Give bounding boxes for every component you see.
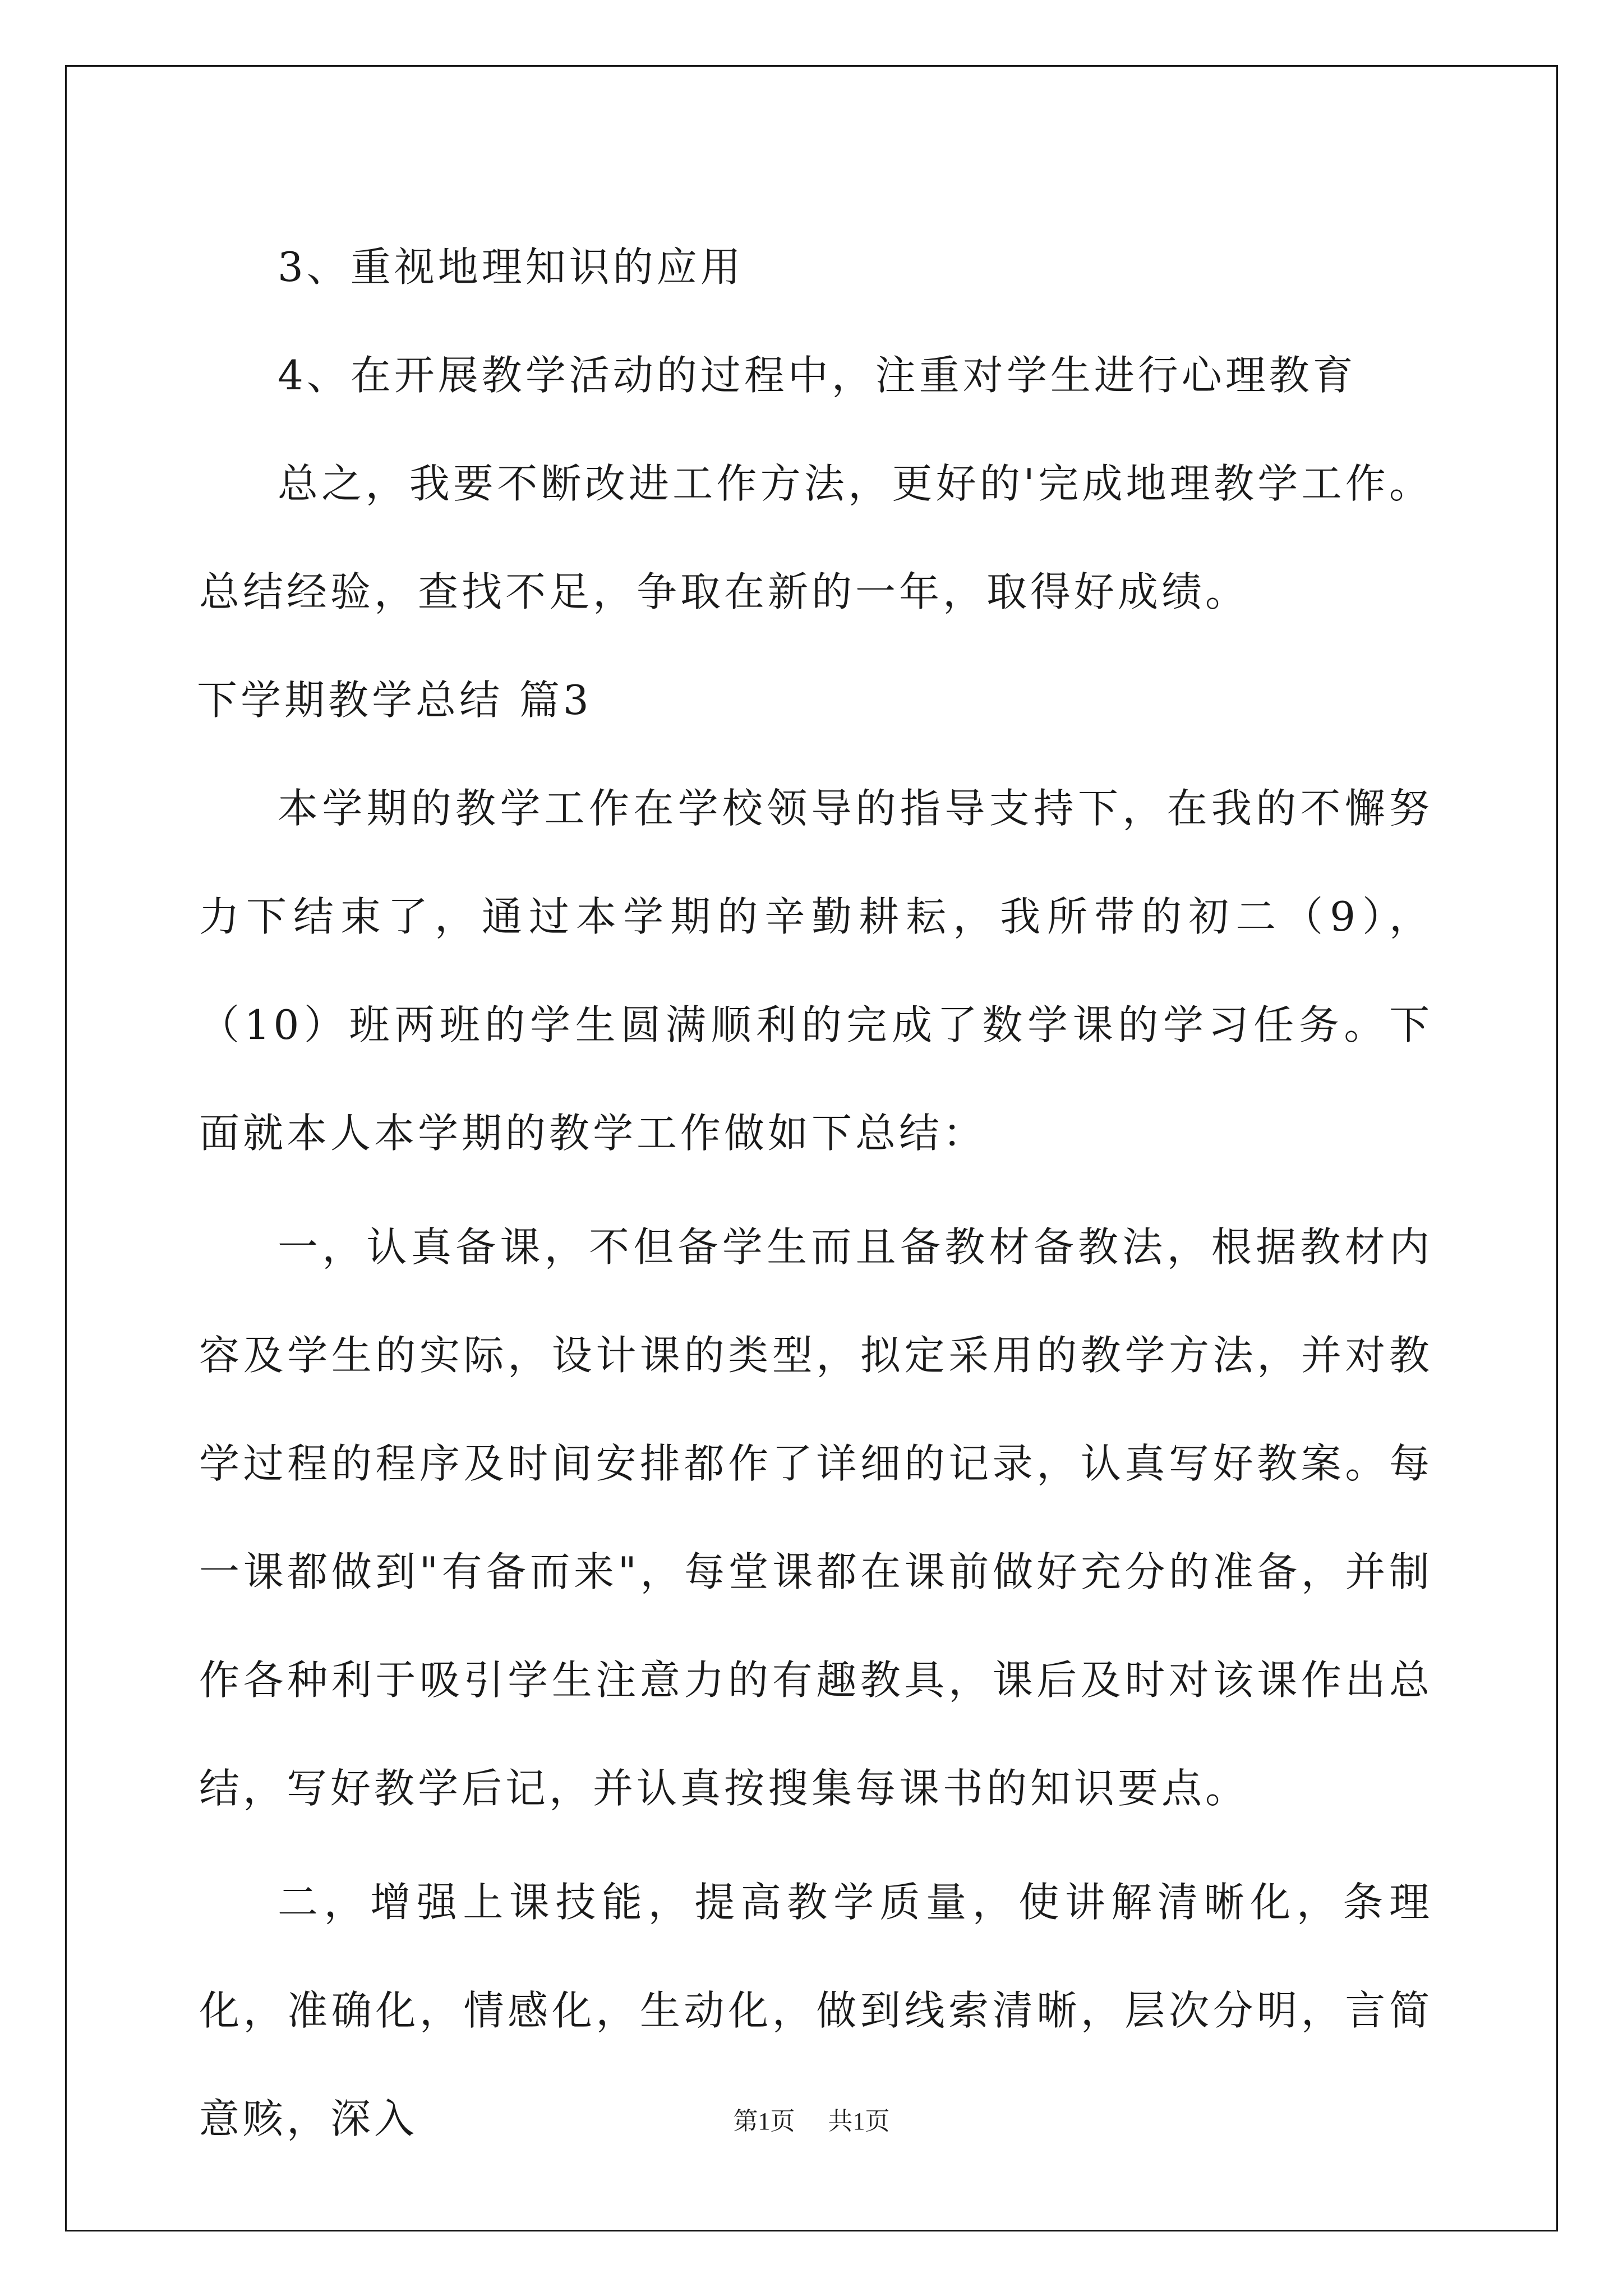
page-number: 第1页 — [733, 2108, 795, 2135]
section-heading: 下学期教学总结 篇3 — [197, 677, 592, 724]
paragraph-item-3: 3、重视地理知识的应用 — [278, 243, 744, 291]
paragraph-intro: 本学期的教学工作在学校领导的指导支持下，在我的不懈努力下结束了，通过本学期的辛勤耕耘，我所带的初二（9），（10）班两班的学生圆满顺利的完成了数学课的学习任务。下面就本人本学期的教学工作做如下总结： — [199, 785, 1433, 1157]
page-footer — [0, 2101, 1623, 2137]
document-body — [199, 213, 1433, 2173]
paragraph-item-4: 4、在开展教学活动的过程中，注重对学生进行心理教育 — [278, 352, 1357, 399]
page-total: 共1页 — [828, 2108, 890, 2135]
paragraph-point-2: 二，增强上课技能，提高教学质量，使讲解清晰化，条理化，准确化，情感化，生动化，做到线索清晰，层次分明，言简意赅，深入 — [199, 1879, 1433, 2142]
paragraph-point-1: 一，认真备课，不但备学生而且备教材备教法，根据教材内容及学生的实际，设计课的类型，拟定采用的教学方法，并对教学过程的程序及时间安排都作了详细的记录，认真写好教案。每一课都做到"有备而来"，每堂课都在课前做好充分的准备，并制作各种利于吸引学生注意力的有趣教具，课后及时对该课作出总结，写好教学后记，并认真按搜集每课书的知识要点。 — [199, 1223, 1433, 1812]
paragraph-conclusion: 总之，我要不断改进工作方法，更好的'完成地理教学工作。总结经验，查找不足，争取在新的一年，取得好成绩。 — [199, 460, 1433, 615]
